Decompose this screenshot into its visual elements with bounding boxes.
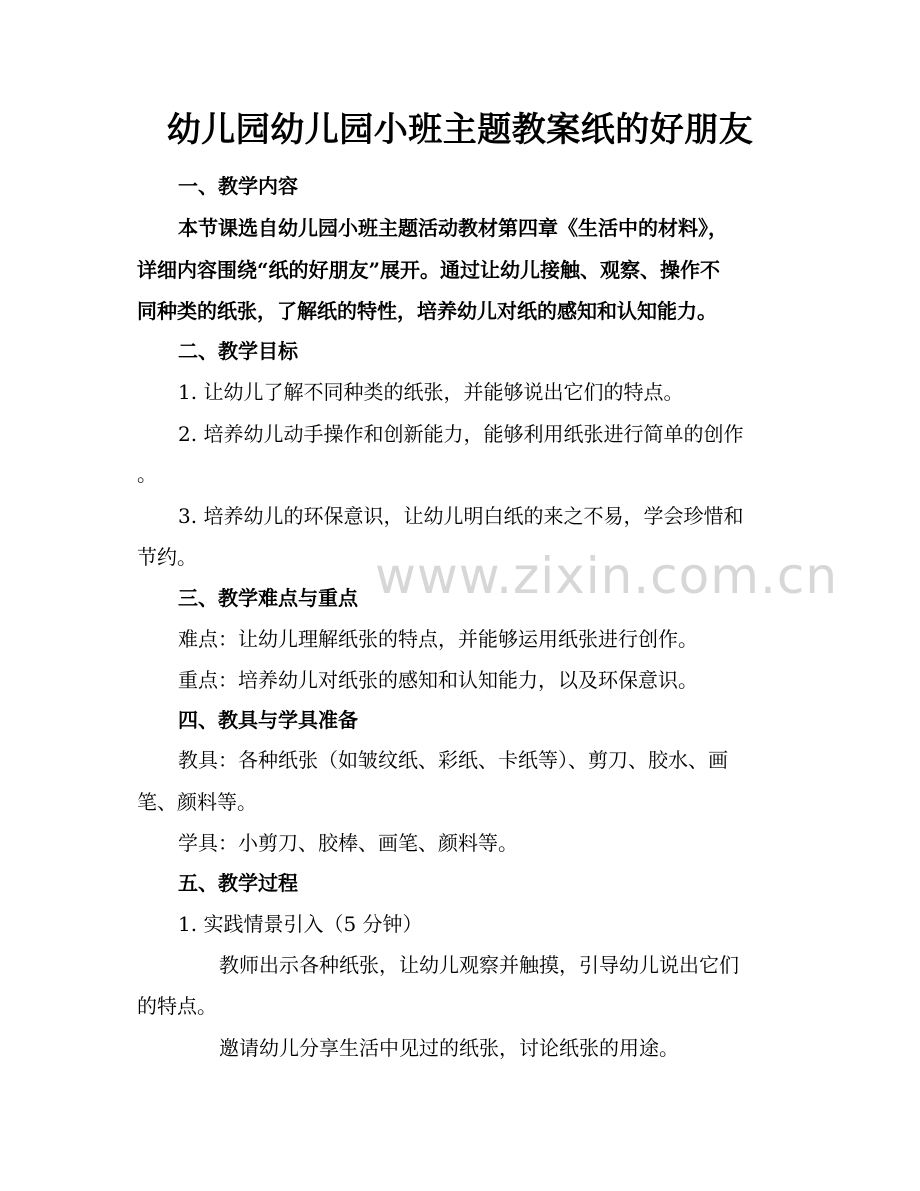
teacher-materials-line-2: 笔、颜料等。: [137, 790, 257, 814]
goal-item-2-line-1: 2. 培养幼儿动手操作和创新能力，能够利用纸张进行简单的创作: [178, 422, 744, 446]
section-heading-materials: 四、教具与学具准备: [178, 708, 358, 732]
difficulty-point: 难点：让幼儿理解纸张的特点，并能够运用纸张进行创作。: [178, 627, 698, 651]
content-paragraph-line-3: 同种类的纸张，了解纸的特性，培养幼儿对纸的感知和认知能力。: [137, 299, 717, 323]
goal-item-1: 1. 让幼儿了解不同种类的纸张，并能够说出它们的特点。: [178, 380, 684, 404]
goal-item-3-line-2: 节约。: [137, 545, 197, 569]
goal-item-3-line-1: 3. 培养幼儿的环保意识，让幼儿明白纸的来之不易，学会珍惜和: [178, 504, 744, 528]
section-heading-difficulty: 三、教学难点与重点: [178, 586, 358, 610]
content-paragraph-line-1: 本节课选自幼儿园小班主题活动教材第四章《生活中的材料》，: [178, 216, 728, 240]
section-heading-content: 一、教学内容: [178, 174, 298, 198]
process-step-1-a-line-1: 教师出示各种纸张，让幼儿观察并触摸，引导幼儿说出它们: [219, 953, 739, 977]
teacher-materials-line-1: 教具：各种纸张（如皱纹纸、彩纸、卡纸等）、剪刀、胶水、画: [178, 748, 728, 772]
watermark: www.zixin.com.cn: [375, 547, 839, 605]
process-step-1-a-line-2: 的特点。: [137, 994, 217, 1018]
key-point: 重点：培养幼儿对纸张的感知和认知能力，以及环保意识。: [178, 668, 698, 692]
section-heading-goals: 二、教学目标: [178, 339, 298, 363]
goal-item-2-line-2: 。: [137, 462, 157, 486]
content-paragraph-line-2: 详细内容围绕“纸的好朋友”展开。通过让幼儿接触、观察、操作不: [137, 258, 721, 282]
process-step-1-b: 邀请幼儿分享生活中见过的纸张，讨论纸张的用途。: [219, 1036, 679, 1060]
process-step-1: 1. 实践情景引入（5 分钟）: [178, 912, 423, 936]
document-title: 幼儿园幼儿园小班主题教案纸的好朋友: [166, 110, 754, 150]
student-materials: 学具：小剪刀、胶棒、画笔、颜料等。: [178, 831, 518, 855]
section-heading-process: 五、教学过程: [178, 871, 298, 895]
